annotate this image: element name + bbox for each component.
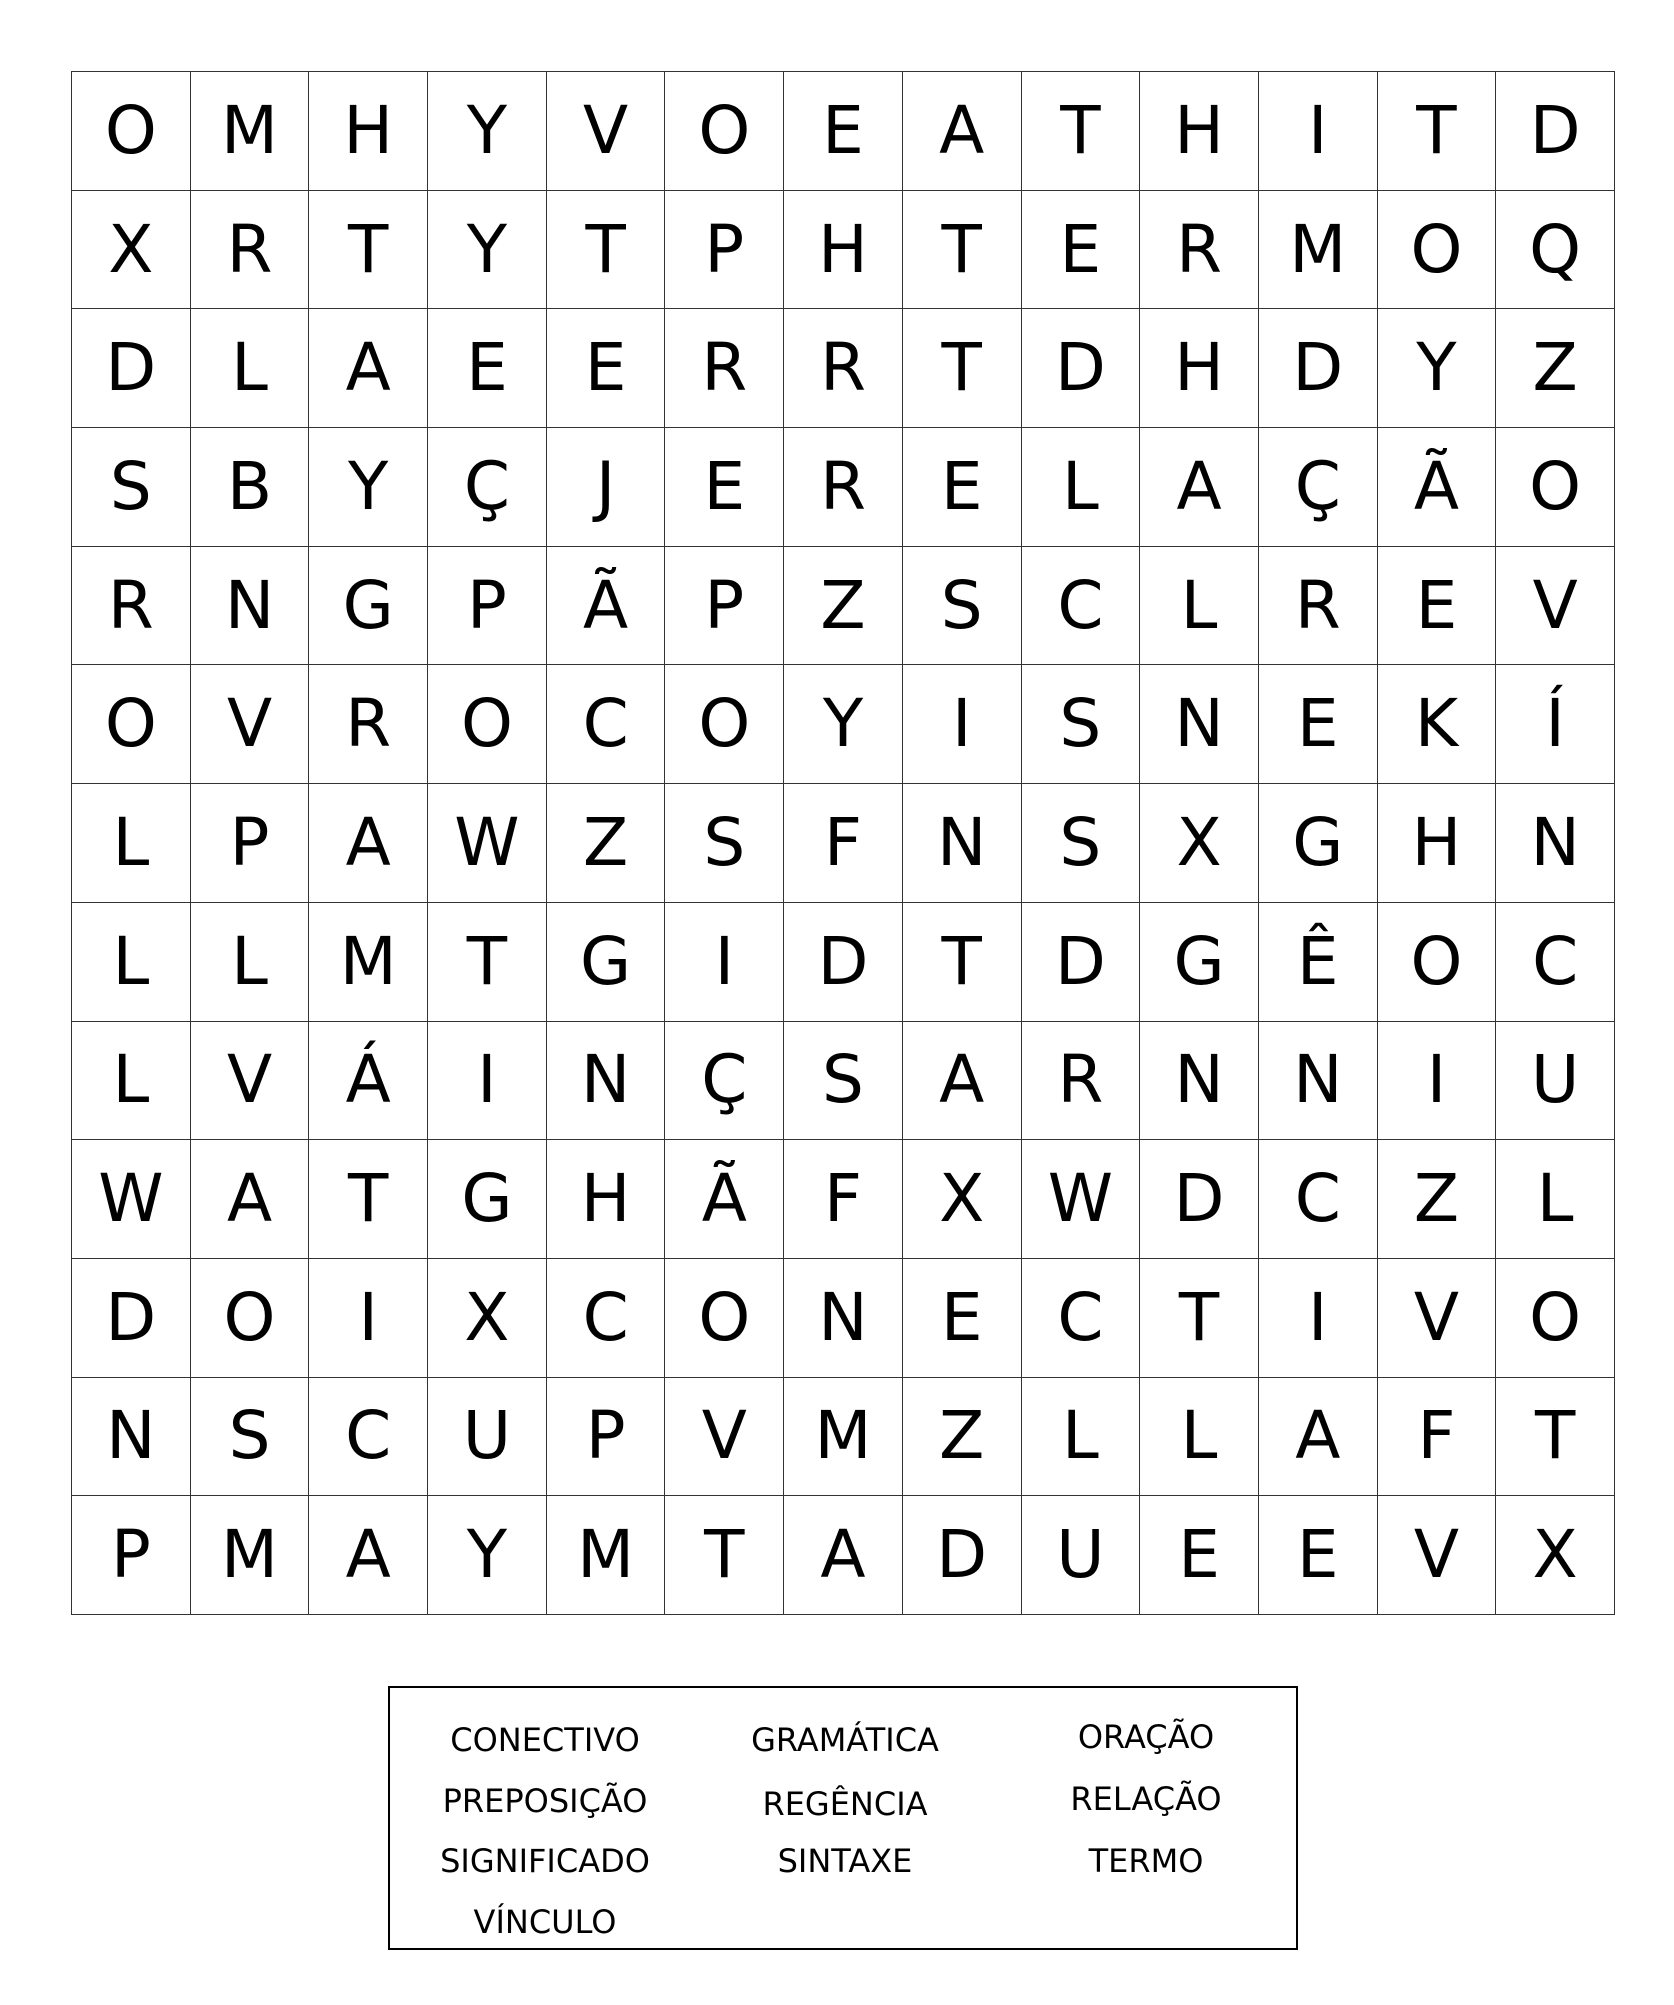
grid-cell[interactable]: D — [1022, 309, 1141, 428]
grid-cell[interactable]: Ç — [1259, 428, 1378, 547]
word-bank-item: REGÊNCIA — [762, 1785, 928, 1823]
grid-cell[interactable]: R — [191, 191, 310, 310]
grid-cell[interactable]: C — [1259, 1140, 1378, 1259]
grid-cell[interactable]: N — [1496, 784, 1615, 903]
grid-cell[interactable]: Ê — [1259, 903, 1378, 1022]
word-bank-item: TERMO — [1088, 1842, 1204, 1880]
grid-cell[interactable]: S — [1022, 784, 1141, 903]
grid-cell[interactable]: R — [309, 665, 428, 784]
grid-cell[interactable]: G — [428, 1140, 547, 1259]
grid-cell[interactable]: S — [903, 547, 1022, 666]
grid-cell[interactable]: T — [309, 191, 428, 310]
grid-cell[interactable]: M — [309, 903, 428, 1022]
grid-cell[interactable]: I — [903, 665, 1022, 784]
grid-cell[interactable]: V — [191, 665, 310, 784]
grid-cell[interactable]: A — [309, 1496, 428, 1615]
grid-cell[interactable]: P — [72, 1496, 191, 1615]
grid-cell[interactable]: T — [665, 1496, 784, 1615]
grid-cell[interactable]: F — [1378, 1378, 1497, 1497]
grid-cell[interactable]: T — [903, 903, 1022, 1022]
grid-cell[interactable]: O — [191, 1259, 310, 1378]
grid-cell[interactable]: R — [665, 309, 784, 428]
grid-cell[interactable]: S — [191, 1378, 310, 1497]
grid-cell[interactable]: W — [428, 784, 547, 903]
grid-cell[interactable]: C — [309, 1378, 428, 1497]
grid-cell[interactable]: Ã — [665, 1140, 784, 1259]
grid-cell[interactable]: C — [1022, 547, 1141, 666]
grid-cell[interactable]: G — [309, 547, 428, 666]
grid-cell[interactable]: Ã — [547, 547, 666, 666]
grid-cell[interactable]: K — [1378, 665, 1497, 784]
grid-cell[interactable]: P — [665, 191, 784, 310]
grid-cell[interactable]: A — [309, 784, 428, 903]
grid-cell[interactable]: E — [1378, 547, 1497, 666]
grid-cell[interactable]: R — [72, 547, 191, 666]
grid-cell[interactable]: T — [1496, 1378, 1615, 1497]
grid-cell[interactable]: N — [1259, 1022, 1378, 1141]
word-bank-item: GRAMÁTICA — [751, 1721, 939, 1759]
grid-cell[interactable]: A — [1259, 1378, 1378, 1497]
grid-cell[interactable]: W — [72, 1140, 191, 1259]
grid-cell[interactable]: L — [72, 903, 191, 1022]
word-bank-item: ORAÇÃO — [1077, 1718, 1215, 1756]
grid-cell[interactable]: V — [1496, 547, 1615, 666]
grid-cell[interactable]: A — [1140, 428, 1259, 547]
grid-cell[interactable]: H — [309, 72, 428, 191]
grid-cell[interactable]: U — [1496, 1022, 1615, 1141]
grid-cell[interactable]: L — [191, 309, 310, 428]
grid-cell[interactable]: L — [1140, 1378, 1259, 1497]
grid-cell[interactable]: P — [428, 547, 547, 666]
grid-cell[interactable]: Y — [784, 665, 903, 784]
grid-cell[interactable]: T — [309, 1140, 428, 1259]
grid-cell[interactable]: T — [547, 191, 666, 310]
word-bank-item: SIGNIFICADO — [440, 1842, 650, 1880]
grid-cell[interactable]: Z — [1378, 1140, 1497, 1259]
grid-cell[interactable]: F — [784, 784, 903, 903]
grid-cell[interactable]: Y — [1378, 309, 1497, 428]
grid-cell[interactable]: Í — [1496, 665, 1615, 784]
grid-cell[interactable]: E — [1259, 1496, 1378, 1615]
grid-cell[interactable]: N — [903, 784, 1022, 903]
grid-cell[interactable]: C — [547, 665, 666, 784]
grid-cell[interactable]: L — [1496, 1140, 1615, 1259]
word-bank-item: VÍNCULO — [473, 1903, 617, 1941]
grid-cell[interactable]: V — [547, 72, 666, 191]
grid-cell[interactable]: I — [665, 903, 784, 1022]
grid-cell[interactable]: X — [903, 1140, 1022, 1259]
grid-cell[interactable]: D — [1022, 903, 1141, 1022]
grid-cell[interactable]: Ç — [428, 428, 547, 547]
grid-cell[interactable]: S — [665, 784, 784, 903]
grid-cell[interactable]: U — [1022, 1496, 1141, 1615]
grid-cell[interactable]: E — [1140, 1496, 1259, 1615]
grid-cell[interactable]: V — [1378, 1259, 1497, 1378]
grid-cell[interactable]: S — [1022, 665, 1141, 784]
grid-cell[interactable]: F — [784, 1140, 903, 1259]
grid-cell[interactable]: X — [1140, 784, 1259, 903]
grid-cell[interactable]: M — [191, 1496, 310, 1615]
grid-cell[interactable]: R — [1140, 191, 1259, 310]
grid-cell[interactable]: E — [784, 72, 903, 191]
grid-cell[interactable]: Z — [547, 784, 666, 903]
grid-cell[interactable]: N — [547, 1022, 666, 1141]
grid-cell[interactable]: L — [72, 1022, 191, 1141]
grid-cell[interactable]: C — [547, 1259, 666, 1378]
grid-cell[interactable]: N — [191, 547, 310, 666]
grid-cell[interactable]: O — [665, 72, 784, 191]
grid-cell[interactable]: I — [309, 1259, 428, 1378]
grid-cell[interactable]: B — [191, 428, 310, 547]
grid-cell[interactable]: E — [1022, 191, 1141, 310]
grid-cell[interactable]: O — [1378, 903, 1497, 1022]
grid-cell[interactable]: H — [547, 1140, 666, 1259]
grid-cell[interactable]: D — [72, 1259, 191, 1378]
grid-cell[interactable]: L — [1022, 1378, 1141, 1497]
word-search-grid — [71, 71, 1615, 1615]
grid-cell[interactable]: X — [1496, 1496, 1615, 1615]
grid-cell[interactable]: D — [784, 903, 903, 1022]
grid-cell[interactable]: H — [1140, 309, 1259, 428]
grid-cell[interactable]: O — [665, 665, 784, 784]
grid-cell[interactable]: D — [72, 309, 191, 428]
grid-cell[interactable]: T — [1140, 1259, 1259, 1378]
grid-cell[interactable]: N — [1140, 665, 1259, 784]
grid-cell[interactable]: M — [1259, 191, 1378, 310]
grid-cell[interactable]: O — [1496, 428, 1615, 547]
grid-cell[interactable]: T — [1378, 72, 1497, 191]
word-bank-item: PREPOSIÇÃO — [442, 1782, 648, 1820]
grid-cell[interactable]: R — [784, 309, 903, 428]
grid-cell[interactable]: P — [191, 784, 310, 903]
grid-cell[interactable]: T — [428, 903, 547, 1022]
grid-cell[interactable]: Y — [428, 191, 547, 310]
grid-cell[interactable]: L — [1022, 428, 1141, 547]
grid-cell[interactable]: Z — [903, 1378, 1022, 1497]
grid-cell[interactable]: D — [903, 1496, 1022, 1615]
grid-cell[interactable]: H — [1140, 72, 1259, 191]
grid-cell[interactable]: N — [1140, 1022, 1259, 1141]
grid-cell[interactable]: Á — [309, 1022, 428, 1141]
grid-cell[interactable]: A — [784, 1496, 903, 1615]
grid-cell[interactable]: D — [1259, 309, 1378, 428]
grid-cell[interactable]: C — [1022, 1259, 1141, 1378]
grid-cell[interactable]: V — [1378, 1496, 1497, 1615]
grid-cell[interactable]: O — [665, 1259, 784, 1378]
grid-cell[interactable]: G — [1140, 903, 1259, 1022]
grid-cell[interactable]: E — [903, 1259, 1022, 1378]
grid-cell[interactable]: H — [1378, 784, 1497, 903]
grid-cell[interactable]: J — [547, 428, 666, 547]
grid-cell[interactable]: A — [903, 72, 1022, 191]
grid-cell[interactable]: W — [1022, 1140, 1141, 1259]
grid-cell[interactable]: H — [784, 191, 903, 310]
grid-cell[interactable]: T — [903, 309, 1022, 428]
grid-cell[interactable]: M — [191, 72, 310, 191]
grid-cell[interactable]: L — [1140, 547, 1259, 666]
grid-cell[interactable]: P — [665, 547, 784, 666]
grid-cell[interactable]: S — [72, 428, 191, 547]
grid-cell[interactable]: S — [784, 1022, 903, 1141]
grid-cell[interactable]: I — [1378, 1022, 1497, 1141]
grid-cell[interactable]: Y — [309, 428, 428, 547]
word-bank — [388, 1686, 1298, 1950]
grid-cell[interactable]: M — [547, 1496, 666, 1615]
grid-cell[interactable]: E — [1259, 665, 1378, 784]
grid-cell[interactable]: L — [72, 784, 191, 903]
grid-cell[interactable]: A — [309, 309, 428, 428]
grid-cell[interactable]: Z — [1496, 309, 1615, 428]
grid-cell[interactable]: U — [428, 1378, 547, 1497]
grid-cell[interactable]: A — [191, 1140, 310, 1259]
grid-cell[interactable]: N — [72, 1378, 191, 1497]
grid-cell[interactable]: A — [903, 1022, 1022, 1141]
grid-cell[interactable]: O — [1496, 1259, 1615, 1378]
grid-cell[interactable]: E — [428, 309, 547, 428]
grid-cell[interactable]: T — [1022, 72, 1141, 191]
grid-cell[interactable]: V — [665, 1378, 784, 1497]
grid-cell[interactable]: G — [547, 903, 666, 1022]
grid-cell[interactable]: Ç — [665, 1022, 784, 1141]
grid-cell[interactable]: I — [1259, 1259, 1378, 1378]
grid-cell[interactable]: C — [1496, 903, 1615, 1022]
grid-cell[interactable]: G — [1259, 784, 1378, 903]
grid-cell[interactable]: X — [72, 191, 191, 310]
grid-cell[interactable]: N — [784, 1259, 903, 1378]
grid-cell[interactable]: R — [1259, 547, 1378, 666]
grid-cell[interactable]: V — [191, 1022, 310, 1141]
grid-cell[interactable]: Ã — [1378, 428, 1497, 547]
grid-cell[interactable]: T — [903, 191, 1022, 310]
word-bank-item: CONECTIVO — [450, 1721, 640, 1759]
grid-cell[interactable]: Y — [428, 1496, 547, 1615]
grid-cell[interactable]: D — [1140, 1140, 1259, 1259]
grid-cell[interactable]: I — [428, 1022, 547, 1141]
word-bank-item: RELAÇÃO — [1070, 1780, 1222, 1818]
grid-cell[interactable]: E — [547, 309, 666, 428]
grid-cell[interactable]: E — [665, 428, 784, 547]
grid-cell[interactable]: O — [428, 665, 547, 784]
grid-cell[interactable]: M — [784, 1378, 903, 1497]
grid-cell[interactable]: X — [428, 1259, 547, 1378]
grid-cell[interactable]: L — [191, 903, 310, 1022]
grid-cell[interactable]: P — [547, 1378, 666, 1497]
grid-cell[interactable]: O — [72, 665, 191, 784]
grid-cell[interactable]: R — [1022, 1022, 1141, 1141]
grid-cell[interactable]: E — [903, 428, 1022, 547]
grid-cell[interactable]: O — [1378, 191, 1497, 310]
grid-cell[interactable]: D — [1496, 72, 1615, 191]
grid-cell[interactable]: Y — [428, 72, 547, 191]
grid-cell[interactable]: O — [72, 72, 191, 191]
grid-cell[interactable]: Q — [1496, 191, 1615, 310]
grid-cell[interactable]: I — [1259, 72, 1378, 191]
grid-cell[interactable]: Z — [784, 547, 903, 666]
word-bank-item: SINTAXE — [777, 1842, 913, 1880]
grid-cell[interactable]: R — [784, 428, 903, 547]
